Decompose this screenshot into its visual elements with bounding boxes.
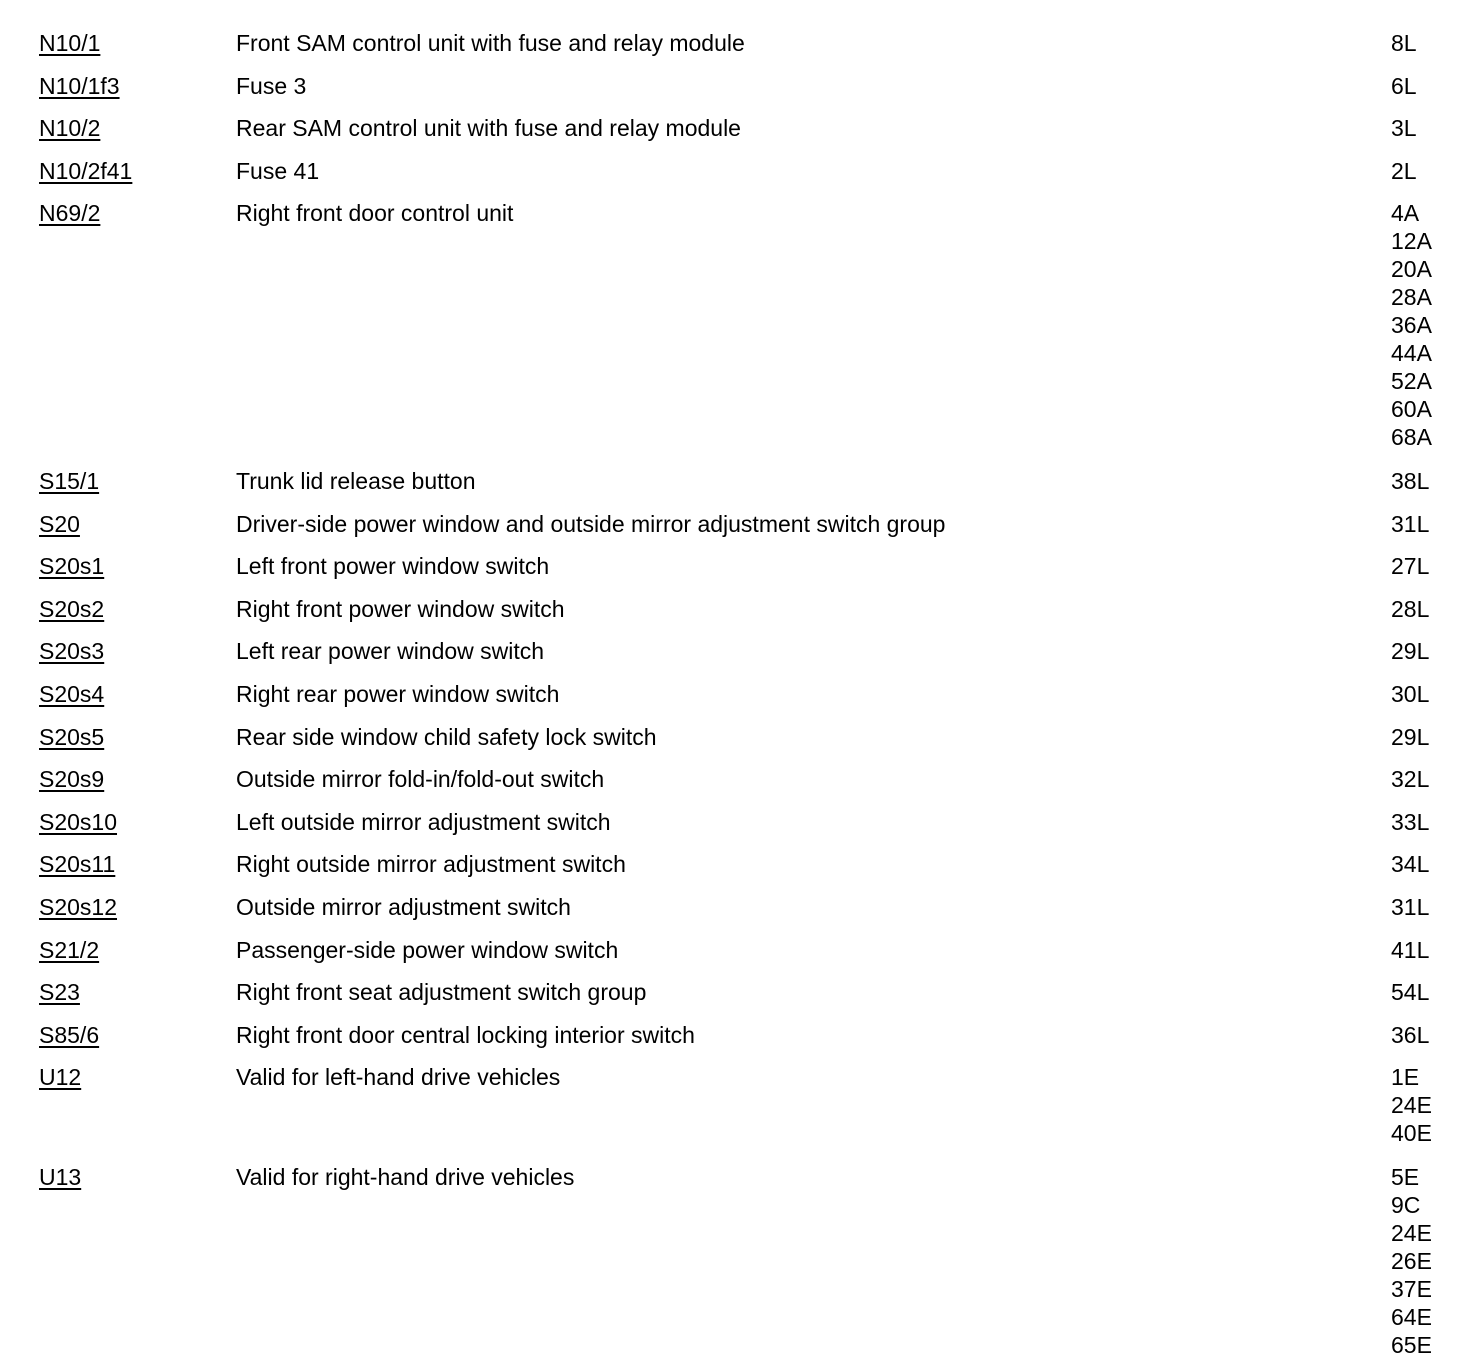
grid-reference: 30L bbox=[1391, 680, 1430, 707]
grid-reference: 32L bbox=[1391, 766, 1430, 793]
grid-reference-list bbox=[1391, 1021, 1429, 1049]
grid-reference: 3L bbox=[1391, 115, 1417, 142]
grid-reference: 29L bbox=[1391, 723, 1430, 750]
component-code-link[interactable]: S21/2 bbox=[39, 936, 100, 963]
component-description: Fuse 41 bbox=[236, 157, 320, 184]
grid-reference: 4A bbox=[1391, 200, 1420, 227]
grid-reference-list bbox=[1391, 893, 1429, 921]
grid-reference: 5E bbox=[1391, 1163, 1420, 1190]
grid-reference: 26E bbox=[1391, 1247, 1432, 1274]
component-code-link[interactable]: S20s11 bbox=[39, 851, 116, 878]
component-code-link[interactable]: S20s9 bbox=[39, 766, 105, 793]
grid-reference: 2L bbox=[1391, 157, 1417, 184]
grid-reference: 36L bbox=[1391, 1021, 1430, 1048]
component-code-link[interactable]: N10/2f41 bbox=[39, 157, 133, 184]
component-description: Rear side window child safety lock switch bbox=[236, 723, 657, 750]
grid-reference-list bbox=[1391, 72, 1417, 100]
component-code-link[interactable]: N69/2 bbox=[39, 200, 101, 227]
component-code-link[interactable]: U12 bbox=[39, 1064, 82, 1091]
grid-reference: 41L bbox=[1391, 936, 1430, 963]
grid-reference: 60A bbox=[1391, 396, 1432, 423]
component-code-link[interactable]: S23 bbox=[39, 979, 80, 1006]
grid-reference: 44A bbox=[1391, 340, 1432, 367]
grid-reference-list bbox=[1391, 850, 1429, 878]
grid-reference-list bbox=[1391, 1063, 1432, 1147]
grid-reference: 31L bbox=[1391, 893, 1430, 920]
grid-reference: 20A bbox=[1391, 256, 1432, 283]
grid-reference-list bbox=[1391, 467, 1429, 495]
grid-reference-list bbox=[1391, 114, 1417, 142]
grid-reference: 68A bbox=[1391, 424, 1432, 451]
component-code-link[interactable]: U13 bbox=[39, 1163, 82, 1190]
grid-reference-list bbox=[1391, 157, 1417, 185]
grid-reference: 38L bbox=[1391, 467, 1430, 494]
grid-reference-list bbox=[1391, 637, 1429, 665]
component-description: Right rear power window switch bbox=[236, 680, 560, 707]
component-description: Passenger-side power window switch bbox=[236, 936, 619, 963]
component-description: Driver-side power window and outside mirror adjustment switch group bbox=[236, 510, 946, 537]
grid-reference: 34L bbox=[1391, 851, 1430, 878]
component-description: Valid for right-hand drive vehicles bbox=[236, 1163, 575, 1190]
grid-reference: 33L bbox=[1391, 808, 1430, 835]
grid-reference-list bbox=[1391, 595, 1429, 623]
component-description: Right outside mirror adjustment switch bbox=[236, 851, 626, 878]
grid-reference-list bbox=[1391, 978, 1429, 1006]
grid-reference: 54L bbox=[1391, 979, 1430, 1006]
component-description: Valid for left-hand drive vehicles bbox=[236, 1064, 561, 1091]
grid-reference: 65E bbox=[1391, 1331, 1432, 1358]
component-code-link[interactable]: S20s2 bbox=[39, 595, 105, 622]
grid-reference: 24E bbox=[1391, 1219, 1432, 1246]
grid-reference: 6L bbox=[1391, 72, 1417, 99]
grid-reference: 40E bbox=[1391, 1120, 1432, 1147]
component-description: Rear SAM control unit with fuse and relay module bbox=[236, 115, 741, 142]
component-description: Outside mirror adjustment switch bbox=[236, 893, 571, 920]
component-code-link[interactable]: N10/2 bbox=[39, 115, 101, 142]
grid-reference: 52A bbox=[1391, 368, 1432, 395]
component-description: Front SAM control unit with fuse and relay module bbox=[236, 30, 745, 56]
grid-reference: 24E bbox=[1391, 1092, 1432, 1119]
component-description: Fuse 3 bbox=[236, 72, 307, 99]
grid-reference-list bbox=[1391, 936, 1429, 964]
component-description: Right front power window switch bbox=[236, 595, 565, 622]
component-code-link[interactable]: S20 bbox=[39, 510, 80, 537]
grid-reference: 1E bbox=[1391, 1064, 1420, 1091]
grid-reference: 9C bbox=[1391, 1191, 1421, 1218]
grid-reference: 29L bbox=[1391, 638, 1430, 665]
grid-reference: 37E bbox=[1391, 1275, 1432, 1302]
component-description: Outside mirror fold-in/fold-out switch bbox=[236, 766, 605, 793]
grid-reference: 36A bbox=[1391, 312, 1432, 339]
grid-reference-list bbox=[1391, 723, 1429, 751]
component-description: Left front power window switch bbox=[236, 553, 550, 580]
component-code-link[interactable]: S20s3 bbox=[39, 638, 105, 665]
component-code-link[interactable]: S20s12 bbox=[39, 893, 118, 920]
grid-reference-list bbox=[1391, 1163, 1432, 1359]
grid-reference-list bbox=[1391, 765, 1429, 793]
component-code-link[interactable]: S20s5 bbox=[39, 723, 105, 750]
component-code-link[interactable]: S15/1 bbox=[39, 467, 100, 494]
component-code-link[interactable]: N10/1f3 bbox=[39, 72, 120, 99]
grid-reference: 12A bbox=[1391, 228, 1432, 255]
component-description: Left outside mirror adjustment switch bbox=[236, 808, 611, 835]
component-description: Right front door central locking interior switch bbox=[236, 1021, 695, 1048]
component-description: Left rear power window switch bbox=[236, 638, 545, 665]
grid-reference-list bbox=[1391, 510, 1429, 538]
grid-reference-list bbox=[1391, 552, 1429, 580]
component-description: Right front door control unit bbox=[236, 200, 514, 227]
grid-reference: 8L bbox=[1391, 30, 1417, 56]
component-code-link[interactable]: S20s4 bbox=[39, 680, 105, 707]
component-code-link[interactable]: N10/1 bbox=[39, 30, 101, 56]
grid-reference-list bbox=[1391, 680, 1429, 708]
grid-reference-list bbox=[1391, 199, 1432, 451]
component-code-link[interactable]: S85/6 bbox=[39, 1021, 100, 1048]
grid-reference: 31L bbox=[1391, 510, 1430, 537]
grid-reference: 27L bbox=[1391, 553, 1430, 580]
component-description: Trunk lid release button bbox=[236, 467, 476, 494]
component-code-link[interactable]: S20s10 bbox=[39, 808, 118, 835]
grid-reference: 64E bbox=[1391, 1303, 1432, 1330]
grid-reference: 28A bbox=[1391, 284, 1432, 311]
grid-reference-list bbox=[1391, 808, 1429, 836]
component-description: Right front seat adjustment switch group bbox=[236, 979, 647, 1006]
grid-reference: 28L bbox=[1391, 595, 1430, 622]
grid-reference-list bbox=[1391, 29, 1417, 57]
component-code-link[interactable]: S20s1 bbox=[39, 553, 105, 580]
